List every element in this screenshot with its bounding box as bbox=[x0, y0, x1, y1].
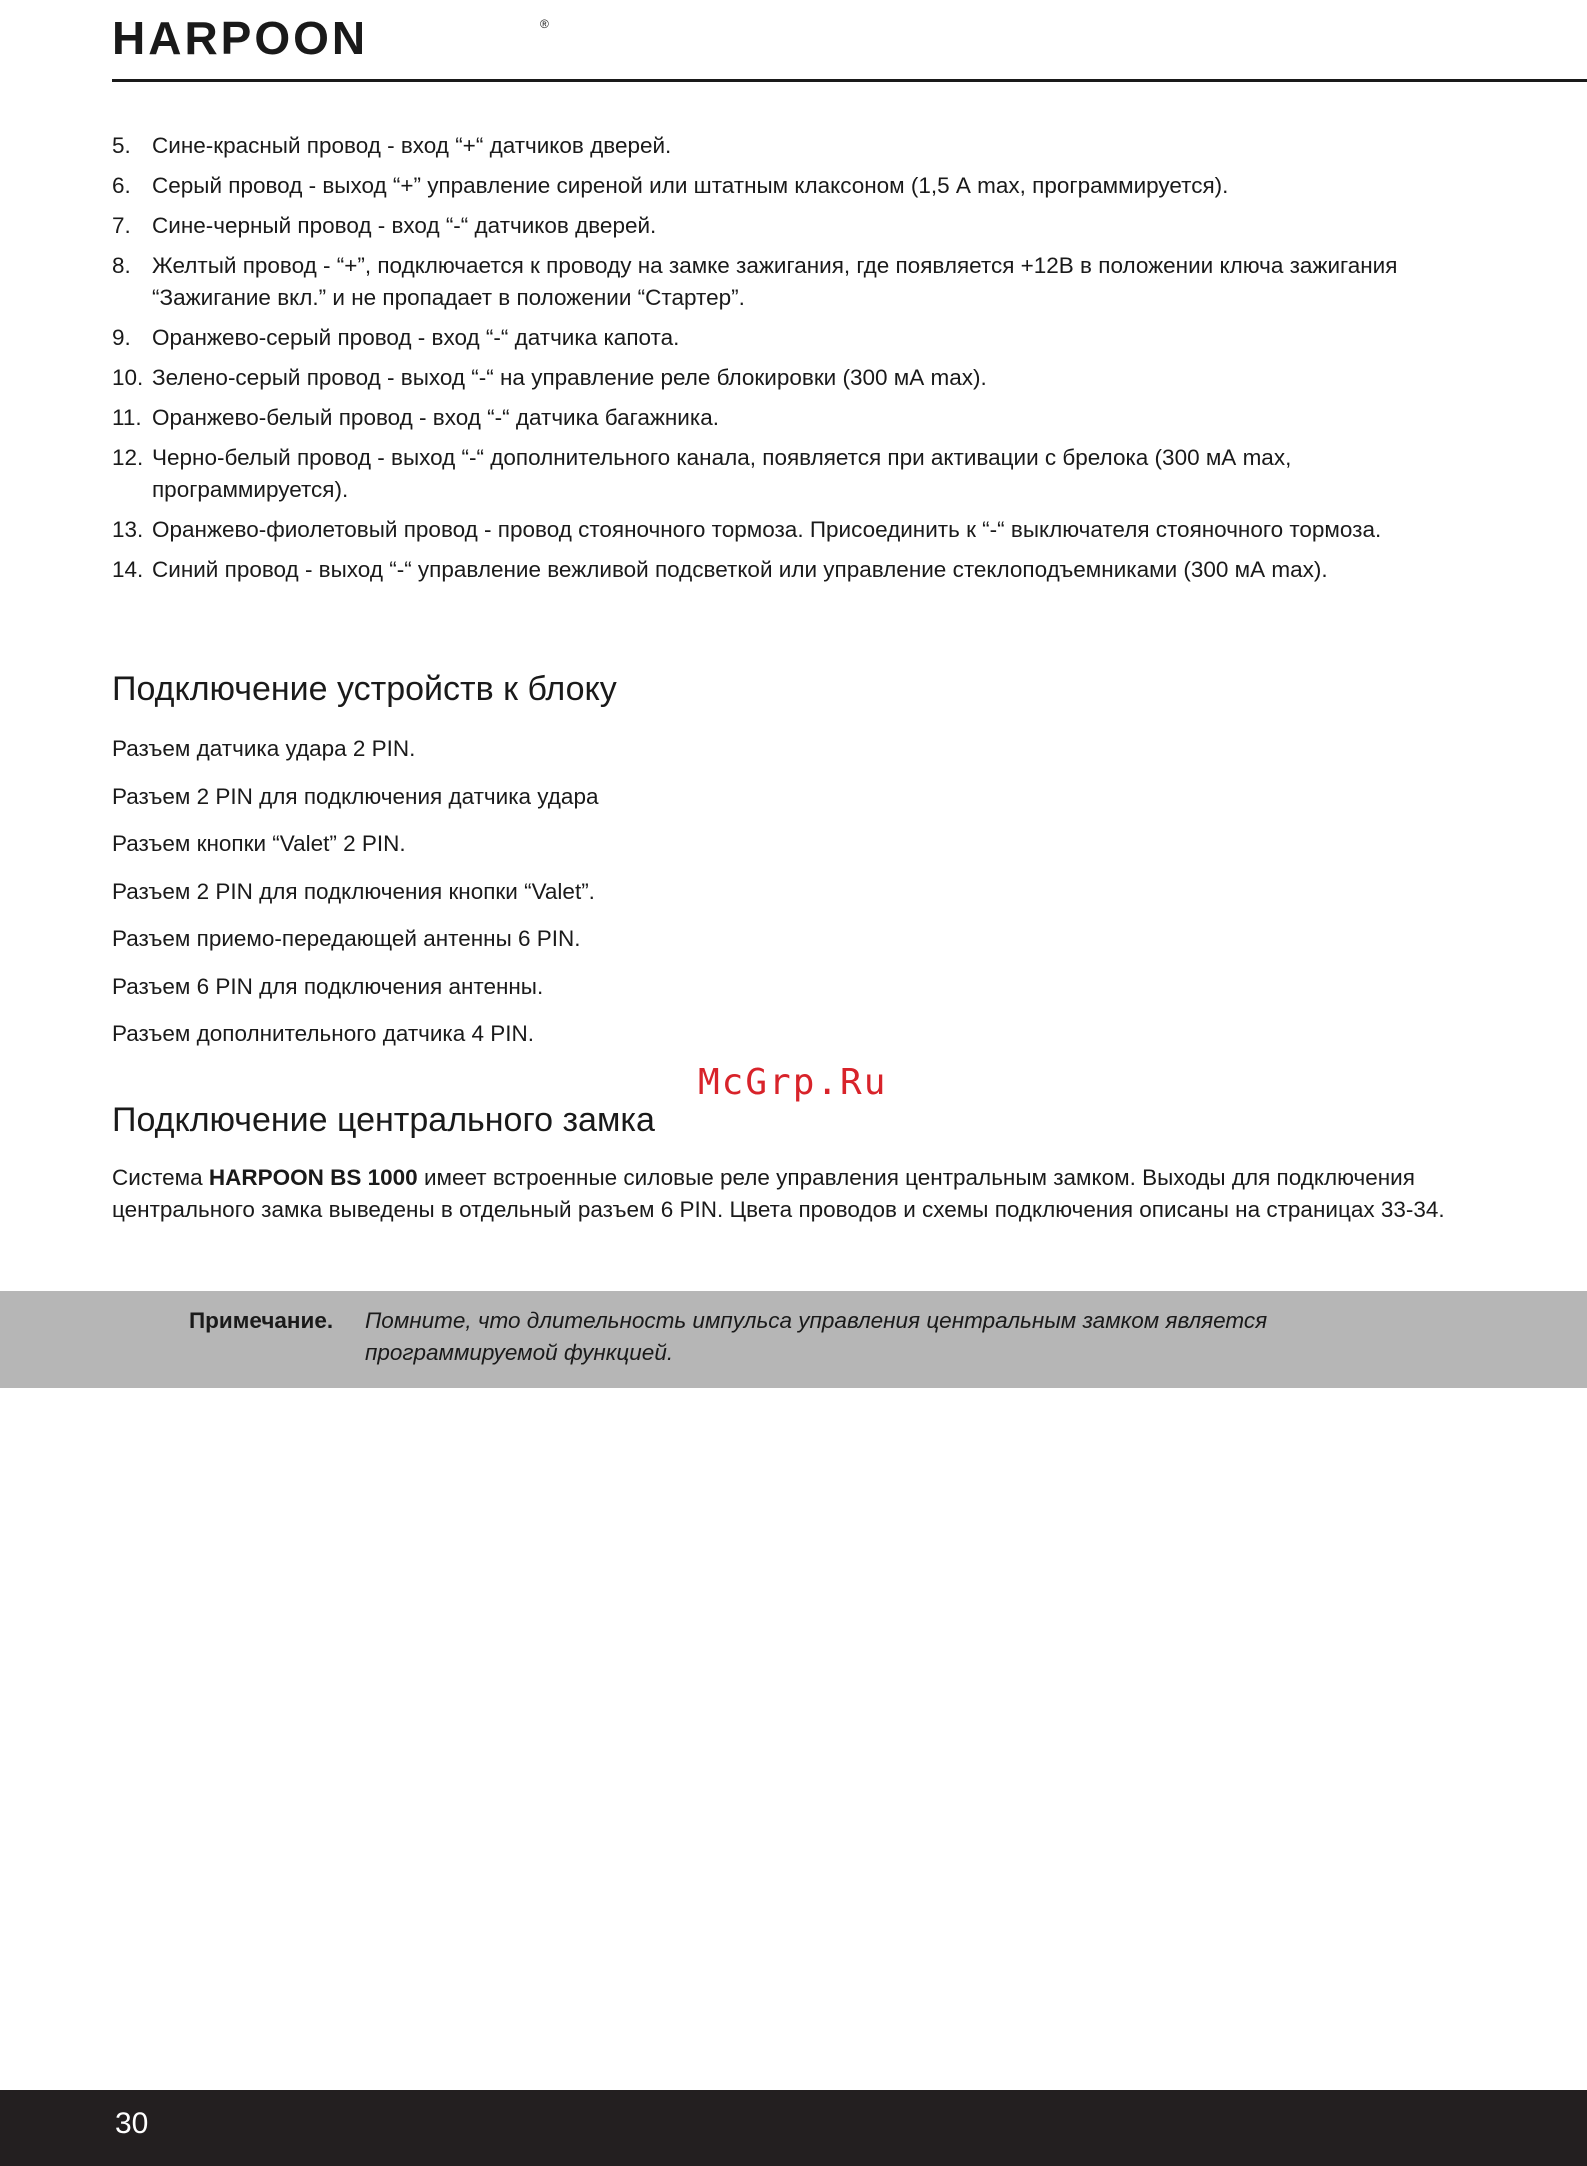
header-rule bbox=[112, 79, 1587, 82]
list-item bbox=[112, 250, 1472, 314]
watermark: McGrp.Ru bbox=[698, 1062, 888, 1103]
para-suffix: имеет встроенные силовые реле управления центральным замком. Выходы для подключения центрального замка выведены в отдельный разъем 6 PIN. Цвета проводов и схемы подключения описаны на страницах 33-34. bbox=[112, 1165, 1445, 1222]
item-text: Синий провод - выход “-“ управление вежливой подсветкой или управление стеклоподъемниками (300 мА max). bbox=[152, 557, 1328, 582]
item-text: Оранжево-серый провод - вход “-“ датчика капота. bbox=[152, 325, 680, 350]
item-number: 8. bbox=[112, 253, 131, 278]
harpoon-logo-mark bbox=[112, 14, 562, 60]
item-text: Черно-белый провод - выход “-“ дополнительного канала, появляется при активации с брелока (300 мА max, программируется). bbox=[152, 445, 1292, 502]
item-text: Желтый провод - “+”, подключается к проводу на замке зажигания, где появляется +12В в положении ключа зажигания “Зажигание вкл.” и не пропадает в положении “Стартер”. bbox=[152, 253, 1398, 310]
item-number: 9. bbox=[112, 325, 131, 350]
connector-list bbox=[112, 733, 598, 1066]
connector-item: Разъем датчика удара 2 PIN. bbox=[112, 736, 416, 761]
page-number: 30 bbox=[115, 2107, 149, 2140]
section-title-devices: Подключение устройств к блоку bbox=[112, 670, 617, 708]
item-text: Сине-черный провод - вход “-“ датчиков дверей. bbox=[152, 213, 657, 238]
item-number: 7. bbox=[112, 213, 131, 238]
list-item bbox=[112, 442, 1472, 506]
connector-item: Разъем приемо-передающей антенны 6 PIN. bbox=[112, 926, 581, 951]
central-lock-paragraph bbox=[112, 1162, 1452, 1226]
note-text: Помните, что длительность импульса управления центральным замком является программируемой функцией. bbox=[365, 1308, 1268, 1365]
item-number: 14. bbox=[112, 557, 144, 582]
item-number: 13. bbox=[112, 517, 144, 542]
item-text: Серый провод - выход “+” управление сиреной или штатным клаксоном (1,5 А max, программируется). bbox=[152, 173, 1229, 198]
item-text: Оранжево-фиолетовый провод - провод стояночного тормоза. Присоединить к “-“ выключателя стояночного тормоза. bbox=[152, 517, 1382, 542]
list-item bbox=[112, 362, 1472, 394]
harpoon-logo bbox=[112, 14, 562, 60]
item-number: 10. bbox=[112, 365, 144, 390]
note-label: Примечание. bbox=[189, 1308, 334, 1333]
wire-list bbox=[112, 130, 1472, 594]
list-item bbox=[112, 322, 1472, 354]
item-number: 6. bbox=[112, 173, 131, 198]
section-title-central-lock: Подключение центрального замка bbox=[112, 1101, 655, 1139]
list-item bbox=[112, 402, 1472, 434]
list-item bbox=[112, 210, 1472, 242]
item-number: 12. bbox=[112, 445, 144, 470]
product-name: HARPOON BS 1000 bbox=[208, 1165, 418, 1190]
item-number: 11. bbox=[112, 405, 142, 430]
registered-mark: ® bbox=[540, 17, 549, 31]
connector-item: Разъем 2 PIN для подключения датчика удара bbox=[112, 783, 599, 809]
footer-bar bbox=[0, 2090, 1587, 2166]
logo-wordmark: HARPOON bbox=[112, 14, 369, 60]
connector-item: Разъем кнопки “Valet” 2 PIN. bbox=[112, 831, 406, 856]
para-prefix: Система bbox=[112, 1165, 209, 1190]
list-item bbox=[112, 514, 1472, 546]
item-text: Оранжево-белый провод - вход “-“ датчика багажника. bbox=[152, 405, 719, 430]
list-item bbox=[112, 554, 1472, 586]
list-item bbox=[112, 130, 1472, 162]
connector-item: Разъем 2 PIN для подключения кнопки “Valet”. bbox=[112, 878, 595, 904]
connector-item: Разъем 6 PIN для подключения антенны. bbox=[112, 973, 544, 999]
list-item bbox=[112, 170, 1472, 202]
item-text: Сине-красный провод - вход “+“ датчиков дверей. bbox=[152, 133, 672, 158]
item-text: Зелено-серый провод - выход “-“ на управление реле блокировки (300 мА max). bbox=[152, 365, 987, 390]
item-number: 5. bbox=[112, 133, 131, 158]
connector-item: Разъем дополнительного датчика 4 PIN. bbox=[112, 1021, 535, 1046]
